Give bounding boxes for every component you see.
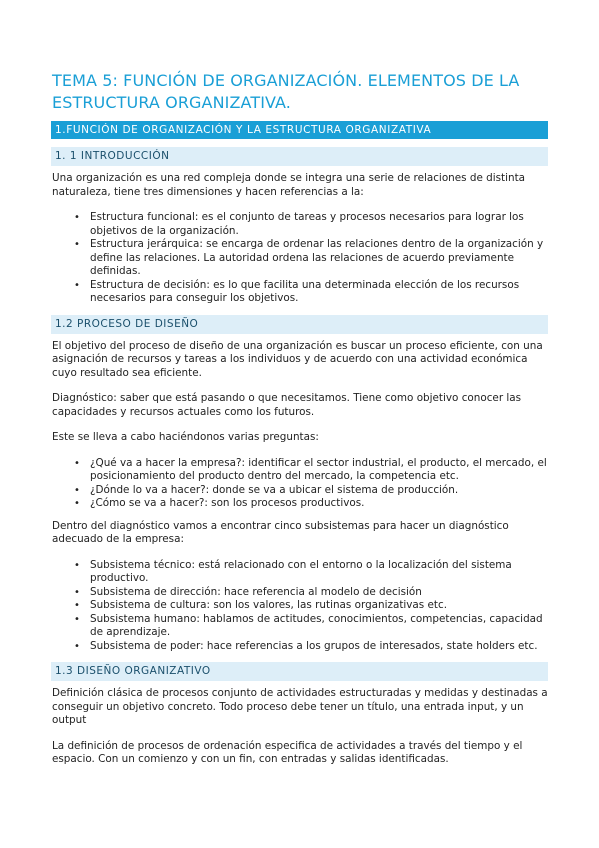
bullet-list (52, 559, 548, 654)
paragraph: Este se lleva a cabo haciéndonos varias preguntas: (52, 431, 319, 443)
paragraph: El objetivo del proceso de diseño de una organización es buscar un proceso eficiente, con una asignación de recursos y tareas a los individuos y de acuerdo con una actividad económica cuyo resultado sea eficiente. (52, 339, 543, 379)
list-item (74, 558, 548, 586)
list-item (74, 585, 548, 600)
subsection-heading: 1. 1 INTRODUCCIÓN (51, 147, 548, 166)
section-introduccion (52, 147, 548, 306)
list-item-text: Subsistema de dirección: hace referencia al modelo de decisión (90, 585, 422, 598)
list-item-text: Subsistema técnico: está relacionado con el entorno o la localización del sistema productivo. (90, 558, 512, 584)
page-title: TEMA 5: FUNCIÓN DE ORGANIZACIÓN. ELEMENTOS DE LA ESTRUCTURA ORGANIZATIVA. (52, 71, 520, 112)
list-item-text: Estructura de decisión: es lo que facilita una determinada elección de los recursos necesarios para conseguir los objetivos. (90, 278, 520, 304)
bullet-icon: • (74, 600, 80, 611)
list-item (74, 278, 548, 306)
list-item (74, 456, 548, 484)
section-diseno-organizativo (52, 662, 548, 767)
list-item (74, 612, 548, 640)
list-item-text: Subsistema humano: hablamos de actitudes, conocimientos, competencias, capacidad de aprendizaje. (90, 612, 543, 638)
list-item (74, 599, 548, 613)
bullet-icon: • (74, 498, 80, 509)
bullet-icon: • (74, 484, 80, 496)
list-item-text: Estructura funcional: es el conjunto de tareas y procesos necesarios para lograr los objetivos de la organización. (90, 211, 524, 237)
paragraph: Una organización es una red compleja donde se integra una serie de relaciones de distinta naturaleza, tiene tres dimensiones y hacen referencias a la: (52, 172, 526, 198)
paragraph: Dentro del diagnóstico vamos a encontrar cinco subsistemas para hacer un diagnóstico adecuado de la empresa: (52, 519, 509, 545)
list-item (74, 497, 548, 511)
section-heading-main: 1.FUNCIÓN DE ORGANIZACIÓN Y LA ESTRUCTURA ORGANIZATIVA (51, 121, 548, 139)
list-item-text: Subsistema de cultura: son los valores, las rutinas organizativas etc. (90, 599, 448, 611)
subsection-heading: 1.2 PROCESO DE DISEÑO (51, 315, 548, 334)
list-item (74, 483, 548, 498)
bullet-icon: • (74, 586, 80, 598)
list-item (74, 238, 548, 279)
paragraph: La definición de procesos de ordenación especifica de actividades a través del tiempo y el espacio. Con un comienzo y con un fin, con entradas y salidas identificadas. (52, 739, 523, 765)
list-item-text: ¿Dónde lo va a hacer?: donde se va a ubicar el sistema de producción. (90, 483, 459, 496)
paragraph: Definición clásica de procesos conjunto de actividades estructuradas y medidas y destinadas a conseguir un objetivo concreto. Todo proceso debe tener un título, una entrada input, y un output (52, 687, 548, 726)
bullet-icon: • (74, 559, 80, 571)
section-proceso-diseno (52, 315, 548, 654)
list-item-text: ¿Qué va a hacer la empresa?: identificar el sector industrial, el producto, el mercado, el posicionamiento del producto dentro del mercado, la competencia etc. (90, 456, 547, 482)
subsection-heading: 1.3 DISEÑO ORGANIZATIVO (51, 662, 548, 681)
list-item-text: ¿Cómo se va a hacer?: son los procesos productivos. (90, 497, 365, 509)
list-item (74, 211, 548, 238)
bullet-list (52, 211, 548, 306)
bullet-icon: • (74, 640, 80, 652)
bullet-icon: • (74, 613, 80, 625)
paragraph: Diagnóstico: saber que está pasando o que necesitamos. Tiene como objetivo conocer las capacidades y recursos actuales como los futuros. (52, 392, 522, 418)
bullet-list (52, 457, 548, 511)
bullet-icon: • (74, 212, 80, 223)
list-item-text: Subsistema de poder: hace referencias a los grupos de interesados, state holders etc. (90, 639, 538, 652)
list-item-text: Estructura jerárquica: se encarga de ordenar las relaciones dentro de la organización y define las relaciones. La autoridad ordena las relaciones de acuerdo previamente definidas. (90, 238, 544, 277)
list-item (74, 639, 548, 654)
bullet-icon: • (74, 279, 80, 291)
bullet-icon: • (74, 457, 80, 469)
bullet-icon: • (74, 239, 80, 250)
